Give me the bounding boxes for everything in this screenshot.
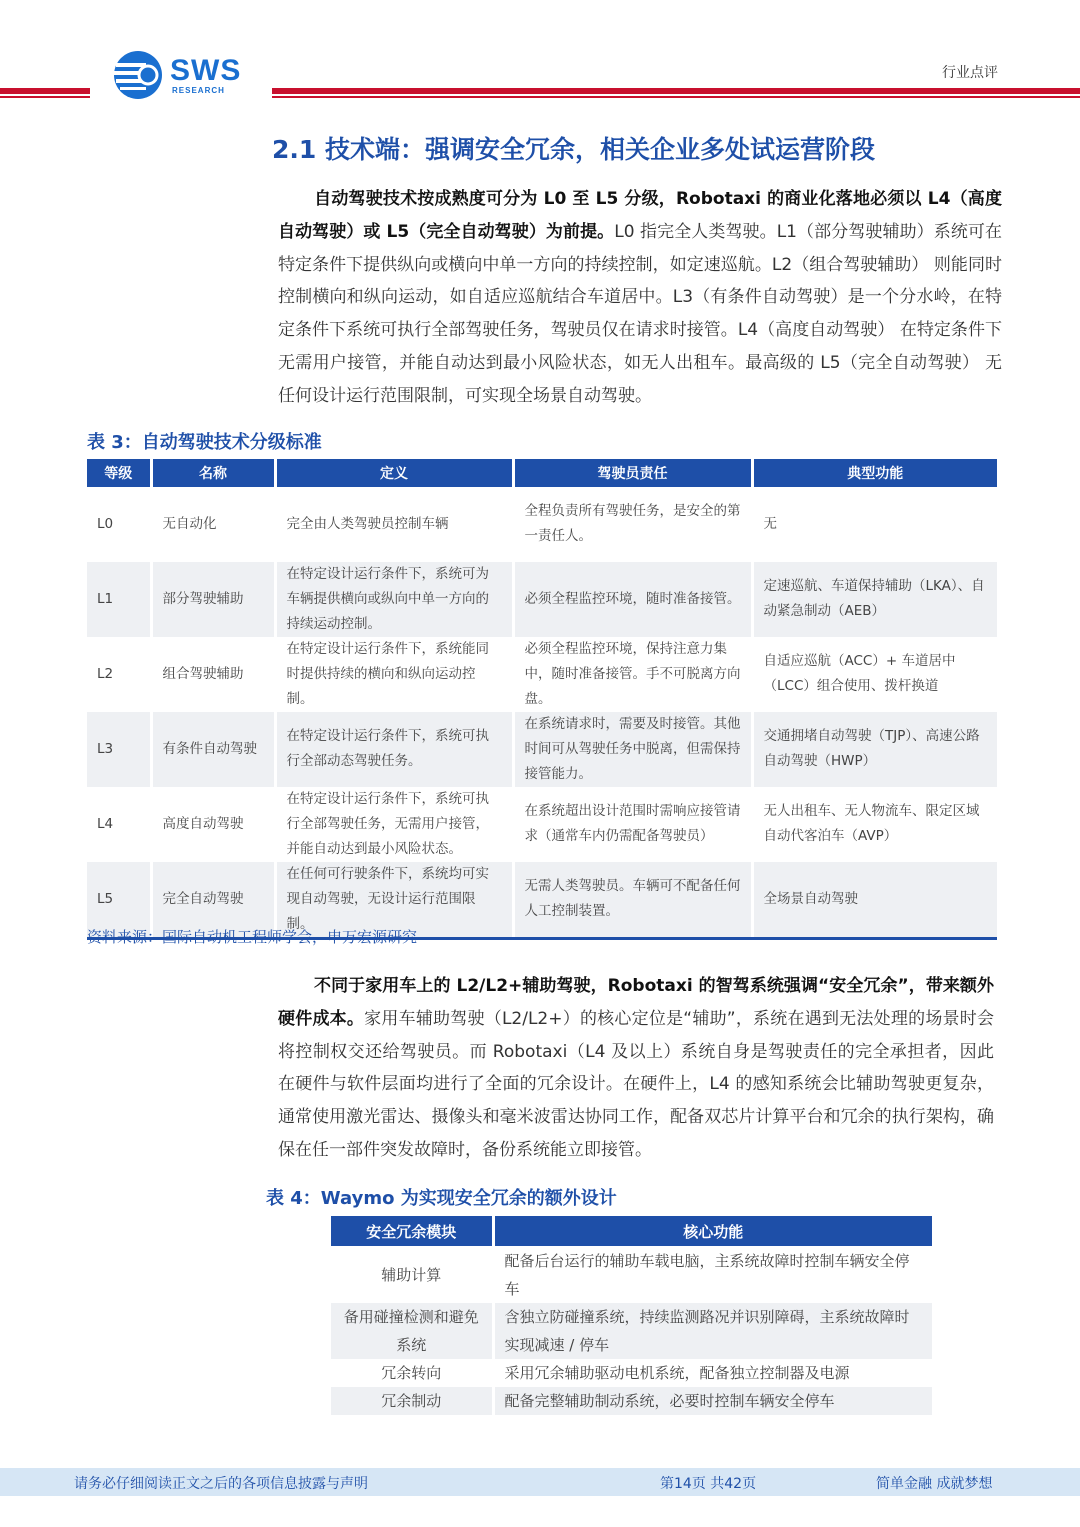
table-cell: 完全由人类驾驶员控制车辆 (275, 487, 513, 562)
paragraph-redundancy (278, 970, 994, 1167)
paragraph-levels-body: L0 指完全人类驾驶。L1（部分驾驶辅助）系统可在特定条件下提供纵向或横向中单一方向的持续控制，如定速巡航。L2（组合驾驶辅助） 则能同时控制横向和纵向运动，如自适应巡航结合车道居中。L3（有条件自动驾驶）是一个分水岭，在特定条件下系统可执行全部驾驶任务，驾驶员仅在请求时接管。L4（高度自动驾驶） 在特定条件下无需用户接管，并能自动达到最小风险状态，如无人出租车。最高级的 L5（完全自动驾驶） 无任何设计运行范围限制，可实现全场景自动驾驶。 (278, 221, 1002, 406)
table-cell: L4 (97, 815, 114, 832)
paragraph-redundancy-lead: 不同于家用车上的 L2/L2+辅助驾驶，Robotaxi 的智驾系统强调“安全冗余”，带来额外硬件成本。 (278, 976, 994, 1029)
table-cell: L3 (87, 712, 151, 787)
table3 (87, 459, 997, 940)
footer-slogan: 简单金融 成就梦想 (876, 1476, 993, 1492)
header-rule-right (272, 88, 1080, 94)
table4-header-cell: 安全冗余模块 (331, 1216, 493, 1246)
table-row (331, 1246, 932, 1303)
table-cell: 组合驾驶辅助 (151, 637, 275, 712)
table-row (331, 1303, 932, 1359)
logo-sub-text: RESEARCH (172, 85, 225, 95)
table-row (331, 1359, 932, 1387)
table-cell: 辅助计算 (381, 1265, 442, 1284)
footer-page-number: 第14页 共42页 (660, 1476, 757, 1492)
page-footer (0, 1468, 1080, 1496)
table-cell: 必须全程监控环境，保持注意力集中，随时准备接管。手不可脱离方向盘。 (513, 637, 752, 712)
table4-header-cell: 核心功能 (493, 1216, 932, 1246)
table4-header-row (331, 1216, 932, 1246)
table-cell: 冗余转向 (381, 1364, 442, 1382)
header-rule-left (0, 88, 90, 94)
table-row (87, 637, 997, 712)
table-cell: 高度自动驾驶 (151, 787, 275, 862)
table-cell: 无自动化 (151, 487, 275, 562)
table3-title: 表 3：自动驾驶技术分级标准 (87, 432, 322, 453)
sws-logo (112, 48, 262, 102)
table-cell: 含独立防碰撞系统，持续监测路况并识别障碍，主系统故障时实现减速 / 停车 (493, 1303, 932, 1359)
paragraph-levels (278, 183, 1002, 413)
table-cell: 在特定设计运行条件下，系统可执行全部动态驾驶任务。 (275, 712, 513, 787)
table-cell: 在系统超出设计范围时需响应接管请求（通常车内仍需配备驾驶员） (513, 787, 752, 862)
table-cell: 在特定设计运行条件下，系统能同时提供持续的横向和纵向运动控制。 (275, 637, 513, 712)
table-cell: 部分驾驶辅助 (151, 562, 275, 637)
header-rule-right-thin (272, 96, 1080, 98)
table-cell: 在任何可行驶条件下，系统均可实现自动驾驶，无设计运行范围限制。 (275, 862, 513, 937)
table3-header-cell: 典型功能 (752, 459, 997, 487)
table-row (331, 1387, 932, 1415)
table-row (87, 487, 997, 562)
table3-header-cell: 等级 (87, 459, 151, 487)
table-cell: 在特定设计运行条件下，系统可为车辆提供横向或纵向中单一方向的持续运动控制。 (275, 562, 513, 637)
table-cell: 交通拥堵自动驾驶（TJP）、高速公路自动驾驶（HWP） (752, 712, 997, 787)
table-cell: 完全自动驾驶 (151, 862, 275, 937)
table-cell: 全程负责所有驾驶任务，是安全的第一责任人。 (513, 487, 752, 562)
table3-header-row (87, 459, 997, 487)
table-cell: L1 (87, 562, 151, 637)
paragraph-levels-lead: 自动驾驶技术按成熟度可分为 L0 至 L5 分级，Robotaxi 的商业化落地必须以 L4（高度自动驾驶）或 L5（完全自动驾驶）为前提。 (278, 189, 1002, 242)
table-cell: 备用碰撞检测和避免系统 (331, 1303, 493, 1359)
footer-disclaimer: 请务必仔细阅读正文之后的各项信息披露与声明 (74, 1476, 368, 1492)
table3-header-cell: 驾驶员责任 (513, 459, 752, 487)
table4-title: 表 4：Waymo 为实现安全冗余的额外设计 (266, 1188, 617, 1209)
table4 (331, 1216, 932, 1415)
table-cell: 采用冗余辅助驱动电机系统，配备独立控制器及电源 (493, 1359, 932, 1387)
table-cell: 无需人类驾驶员。车辆可不配备任何人工控制装置。 (513, 862, 752, 937)
table-cell: 无人出租车、无人物流车、限定区域自动代客泊车（AVP） (752, 787, 997, 862)
table3-source: 资料来源：国际自动机工程师学会，申万宏源研究 (87, 928, 418, 946)
table-row (87, 562, 997, 637)
table-cell: 在系统请求时，需要及时接管。其他时间可从驾驶任务中脱离，但需保持接管能力。 (513, 712, 752, 787)
table-cell: 在特定设计运行条件下，系统可执行全部驾驶任务，无需用户接管，并能自动达到最小风险状态。 (275, 787, 513, 862)
table-cell: 定速巡航、车道保持辅助（LKA）、自动紧急制动（AEB） (752, 562, 997, 637)
table3-header-cell: 定义 (275, 459, 513, 487)
table-row (87, 712, 997, 787)
table-cell: 无 (752, 487, 997, 562)
header-rule-left-thin (0, 96, 90, 98)
table-cell: L2 (97, 665, 114, 682)
sws-logo-icon (112, 49, 164, 101)
table3-header-cell: 名称 (151, 459, 275, 487)
table-cell: 必须全程监控环境，随时准备接管。 (513, 562, 752, 637)
paragraph-redundancy-body: 家用车辅助驾驶（L2/L2+）的核心定位是“辅助”，系统在遇到无法处理的场景时会将控制权交还给驾驶员。而 Robotaxi（L4 及以上）系统自身是驾驶责任的完全承担者，因此在硬件与软件层面均进行了全面的冗余设计。在硬件上，L4 的感知系统会比辅助驾驶更复杂，通常使用激光雷达、摄像头和毫米波雷达协同工作，配备双芯片计算平台和冗余的执行架构，确保在任一部件突发故障时，备份系统能立即接管。 (278, 1008, 994, 1160)
table-cell: 有条件自动驾驶 (151, 712, 275, 787)
table-cell: 配备后台运行的辅助车载电脑，主系统故障时控制车辆安全停车 (493, 1246, 932, 1303)
doc-type-label: 行业点评 (942, 65, 998, 81)
table-cell: 冗余制动 (331, 1387, 493, 1415)
table-cell: 自适应巡航（ACC）+ 车道居中（LCC）组合使用、拨杆换道 (752, 637, 997, 712)
table-cell: 全场景自动驾驶 (752, 862, 997, 937)
table-cell: 配备完整辅助制动系统，必要时控制车辆安全停车 (493, 1387, 932, 1415)
logo-brand-text: SWS (170, 53, 242, 87)
table-cell: L5 (87, 862, 151, 937)
section-title: 2.1 技术端：强调安全冗余，相关企业多处试运营阶段 (272, 135, 875, 164)
table-row (87, 787, 997, 862)
table-cell: L0 (97, 515, 114, 532)
